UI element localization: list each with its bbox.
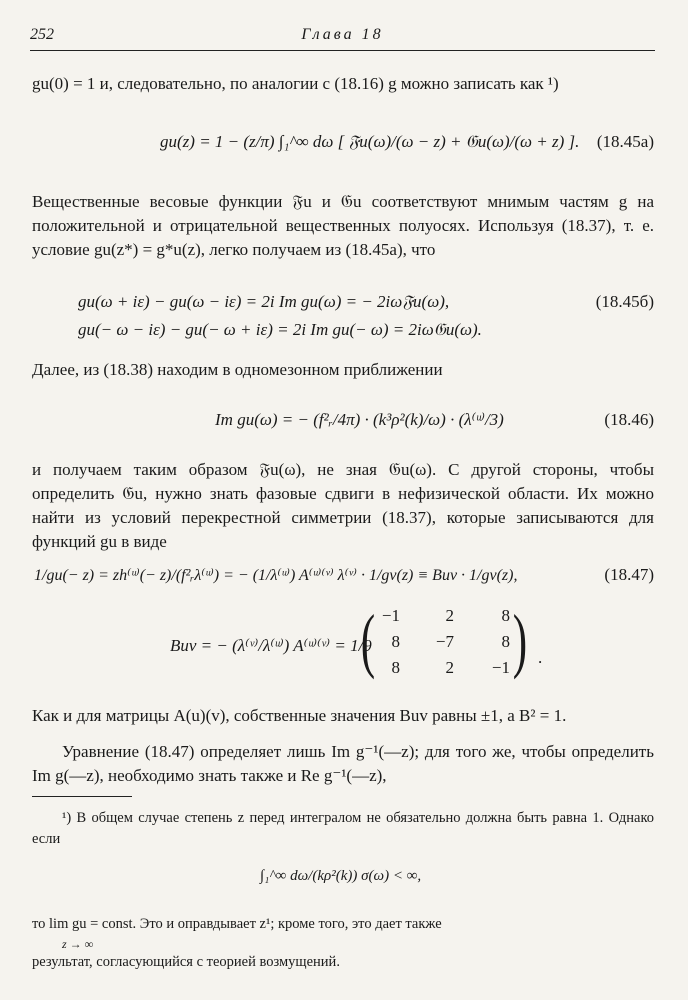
- matrix-B: [360, 600, 552, 686]
- matrix-cell: −1: [381, 606, 400, 625]
- equation-B-matrix: Buv = − (λ⁽ᵛ⁾/λ⁽ᵘ⁾) A⁽ᵘ⁾⁽ᵛ⁾ = 1/9: [170, 636, 372, 655]
- matrix-cell: 2: [445, 658, 454, 677]
- footnote-rule: [32, 796, 132, 797]
- paragraph-3: Далее, из (18.38) находим в одномезонном приближении: [32, 360, 443, 379]
- matrix-right-paren: ): [512, 600, 528, 680]
- equation-18-46: Im gu(ω) = − (f²ᵣ/4π) · (k³ρ²(k)/ω) · (λ⁽ᵘ⁾/3): [215, 410, 504, 429]
- equation-number-18-47: (18.47): [604, 565, 654, 584]
- footnote-equation: ∫₁^∞ dω/(kρ²(k)) σ(ω) < ∞,: [260, 868, 422, 884]
- paragraph-4: и получаем таким образом 𝔉u(ω), не зная 𝔊u(ω). С другой стороны, чтобы определить 𝔊u, нужно знать фазовые сдвиги в нефизической области. Их можно найти из условий перекрестной симметрии (18.37), которые записываются для функций gu в виде: [32, 460, 654, 551]
- matrix-left-paren: (: [360, 600, 376, 680]
- paragraph-1: gu(0) = 1 и, следовательно, по аналогии с (18.16) g можно записать как ¹): [32, 74, 559, 93]
- equation-number-18-45a: (18.45а): [596, 132, 654, 151]
- page-number: 252: [30, 26, 54, 43]
- footnote-text-2: то lim gu = const. Это и оправдывает z¹; кроме того, это дает также: [32, 916, 442, 932]
- paragraph-2: Вещественные весовые функции 𝔉u и 𝔊u соответствуют мнимым частям g на положительной и отрицательной вещественных полуосях. Используя (18.37), т. е. условие gu(z*) = g*u(z), легко получаем из (18.45а), что: [32, 192, 654, 259]
- matrix-cell: 8: [391, 632, 400, 651]
- matrix-cell: 8: [501, 632, 510, 651]
- footnote-limit-subscript: z → ∞: [62, 937, 94, 951]
- matrix-cell: 8: [391, 658, 400, 677]
- paragraph-5: Как и для матрицы A(u)(v), собственные значения Buv равны ±1, а B² = 1.: [32, 706, 567, 725]
- footnote-text-3: результат, согласующийся с теорией возмущений.: [32, 954, 340, 970]
- matrix-cell: 8: [501, 606, 510, 625]
- equation-number-18-46: (18.46): [604, 410, 654, 429]
- equation-18-45a: gu(z) = 1 − (z/π) ∫₁^∞ dω [ 𝔉u(ω)/(ω − z) + 𝔊u(ω)/(ω + z) ].: [160, 132, 580, 151]
- equation-number-18-45b: (18.45б): [595, 292, 654, 311]
- equation-18-45b-line-2: gu(− ω − iε) − gu(− ω + iε) = 2i Im gu(− ω) = 2iω𝔊u(ω).: [78, 320, 482, 339]
- paragraph-6: Уравнение (18.47) определяет лишь Im g⁻¹(—z); для того же, чтобы определить Im g(—z), необходимо знать также и Re g⁻¹(—z),: [32, 742, 654, 785]
- page-header: [30, 26, 655, 51]
- equation-18-45b-line-1: gu(ω + iε) − gu(ω − iε) = 2i Im gu(ω) = − 2iω𝔉u(ω),: [78, 292, 450, 311]
- matrix-cell: −7: [435, 632, 454, 651]
- equation-18-47: 1/gu(− z) = zh⁽ᵘ⁾(− z)/(f²ᵣλ⁽ᵘ⁾) = − (1/λ⁽ᵘ⁾) A⁽ᵘ⁾⁽ᵛ⁾ λ⁽ᵛ⁾ · 1/gv(z) ≡ Buv · 1/gv(z),: [34, 567, 518, 584]
- chapter-title: Глава 18: [301, 26, 384, 43]
- matrix-cell: 2: [445, 606, 454, 625]
- footnote-text-1: ¹) В общем случае степень z перед интегралом не обязательно должна быть равна 1. Однако если: [32, 810, 654, 847]
- matrix-period: .: [538, 648, 543, 667]
- matrix-cell: −1: [491, 658, 510, 677]
